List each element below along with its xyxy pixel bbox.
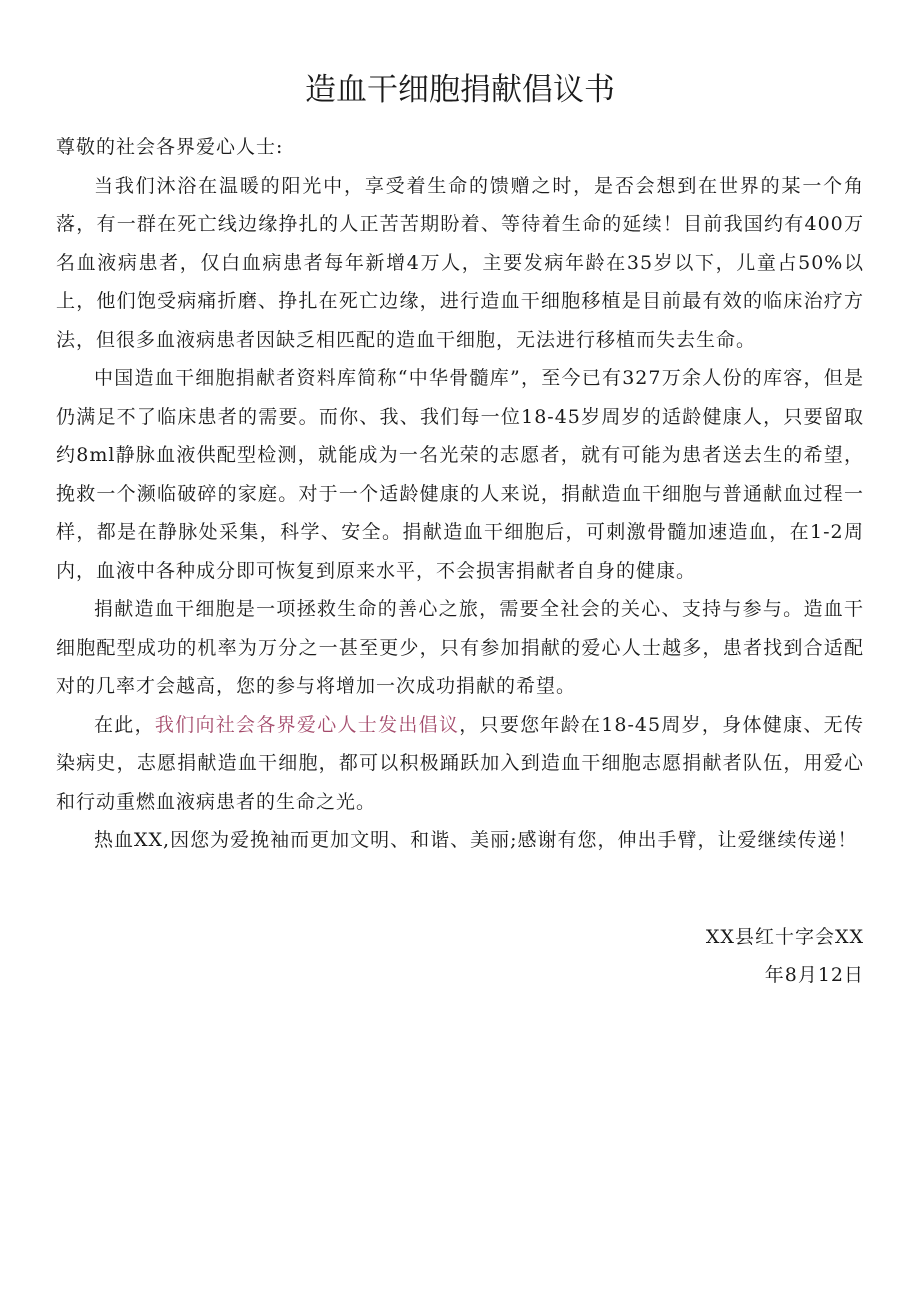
paragraph-4 (56, 706, 864, 822)
paragraph-4-prefix: 在此， (94, 713, 155, 736)
salutation: 尊敬的社会各界爱心人士: (56, 136, 284, 158)
document-page (56, 0, 864, 995)
paragraph-4-suffix: ，只要您年龄在18-45周岁，身体健康、无传染病史，志愿捐献造血干细胞，都可以积极踊跃加入到造血干细胞志愿捐献者队伍，用爱心和行动重燃血液病患者的生命之光。 (56, 713, 864, 813)
closing-paragraph: 热血XX,因您为爱挽袖而更加文明、和谐、美丽;感谢有您，伸出手臂，让爱继续传递！ (94, 829, 858, 851)
paragraph-3: 捐献造血干细胞是一项拯救生命的善心之旅，需要全社会的关心、支持与参与。造血干细胞配型成功的机率为万分之一甚至更少，只有参加捐献的爱心人士越多，患者找到合适配对的几率才会越高，您的参与将增加一次成功捐献的希望。 (56, 598, 864, 697)
document-title: 造血干细胞捐献倡议书 (305, 72, 615, 108)
signature-block (56, 918, 864, 995)
paragraph-2: 中国造血干细胞捐献者资料库简称“中华骨髓库”，至今已有327万余人份的库容，但是仍满足不了临床患者的需要。而你、我、我们每一位18-45岁周岁的适龄健康人，只要留取约8ml静脉血液供配型检测，就能成为一名光荣的志愿者，就有可能为患者送去生的希望，挽救一个濒临破碎的家庭。对于一个适龄健康的人来说，捐献造血干细胞与普通献血过程一样，都是在静脉处采集，科学、安全。捐献造血干细胞后，可刺激骨髓加速造血，在1-2周内，血液中各种成分即可恢复到原来水平，不会损害捐献者自身的健康。 (56, 367, 864, 582)
paragraph-1: 当我们沐浴在温暖的阳光中，享受着生命的馈赠之时，是否会想到在世界的某一个角落，有一群在死亡线边缘挣扎的人正苦苦期盼着、等待着生命的延续！目前我国约有400万名血液病患者，仅白血病患者每年新增4万人，主要发病年龄在35岁以下，儿童占50%以上，他们饱受病痛折磨、挣扎在死亡边缘，进行造血干细胞移植是目前最有效的临床治疗方法，但很多血液病患者因缺乏相匹配的造血干细胞，无法进行移植而失去生命。 (56, 174, 864, 351)
signature-date: 年8月12日 (764, 964, 864, 986)
paragraph-4-highlight: 我们向社会各界爱心人士发出倡议 (154, 713, 460, 736)
signature-org: XX县红十字会XX (705, 925, 864, 948)
